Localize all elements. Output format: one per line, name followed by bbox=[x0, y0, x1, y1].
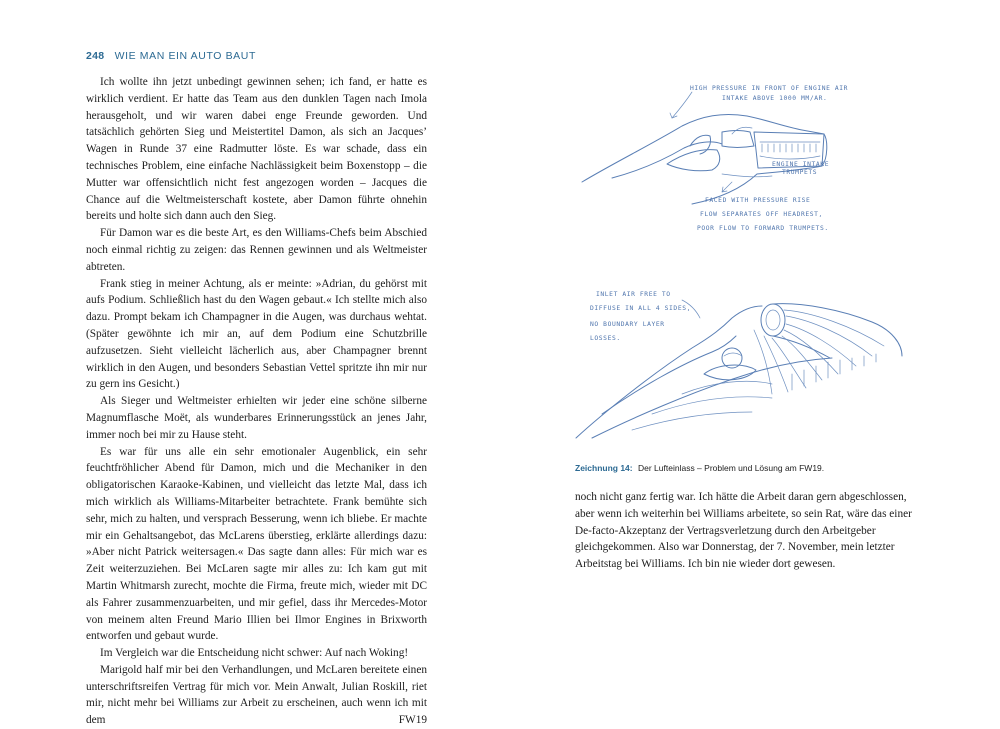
note: INLET AIR FREE TO bbox=[596, 291, 671, 298]
note: LOSSES. bbox=[590, 335, 621, 342]
sketch-solution bbox=[576, 291, 902, 438]
air-intake-sketch bbox=[572, 74, 914, 456]
running-header bbox=[86, 50, 256, 62]
note: TRUMPETS bbox=[782, 169, 818, 176]
note: DIFFUSE IN ALL 4 SIDES, bbox=[590, 305, 691, 312]
paragraph: noch nicht ganz fertig war. Ich hätte die Arbeit daran gern abgeschlossen, aber wenn ich weiterhin bei Williams arbeitete, so sein Rat, wäre das einer De-facto-Akzeptanz der Vertragsverletzung durch den Arbeitgeber gleichgekommen. Also war Donnerstag, der 7. November, mein letzter Arbeitstag bei Williams. Ich bin nie wieder dort gewesen. bbox=[575, 491, 912, 571]
right-text-column bbox=[575, 489, 915, 573]
paragraph: Im Vergleich war die Entscheidung nicht schwer: Auf nach Woking! bbox=[100, 647, 409, 660]
paragraph: Ich wollte ihn jetzt unbedingt gewinnen sehen; ich fand, er hatte es wirklich verdient. Er hatte das Team aus den dunklen Tagen nach Imola herausgeholt, und wir waren dabei enge Freunde geworden. Und tatsächlich gehörten Sieg und Meistertitel Damon, als sich an Jacques’ Wagen in Runde 37 eine Radmutter löste. Es war schade, dass ein technisches Problem, eine einfache Nachlässigkeit beim Boxenstopp – die Mutter war offensichtlich nicht fest angezogen worden – Jacques die Chance auf die Weltmeisterschaft kostete, aber Damon führte ohnehin bereits und holte sich dann auch den Sieg. bbox=[86, 76, 427, 223]
paragraph: Als Sieger und Weltmeister erhielten wir jeder eine schöne silberne Magnumflasche Moët, als wunderbares Erinnerungsstück an jenes Jahr, immer noch bei mir zu Hause steht. bbox=[86, 395, 427, 441]
note: FLOW SEPARATES OFF HEADREST, bbox=[700, 211, 823, 218]
paragraph: Für Damon war es die beste Art, es den Williams-Chefs beim Abschied noch einmal richtig zu zeigen: das Rennen gewinnen und als Weltmeister abtreten. bbox=[86, 227, 427, 273]
caption-text: Der Lufteinlass – Problem und Lösung am FW19. bbox=[638, 463, 825, 473]
note: POOR FLOW TO FORWARD TRUMPETS. bbox=[697, 225, 829, 232]
running-title: WIE MAN EIN AUTO BAUT bbox=[114, 50, 256, 62]
note: FACED WITH PRESSURE RISE bbox=[705, 197, 811, 204]
left-text-column bbox=[86, 74, 427, 729]
air-intake-sketch-figure bbox=[572, 74, 914, 456]
caption-label: Zeichnung 14: bbox=[575, 463, 633, 473]
paragraph: Marigold half mir bei den Verhandlungen, und McLaren bereitete einen unterschriftsreifen Vertrag für mich vor. Mein Anwalt, Julian Roskill, riet mir, nicht mehr bei Williams zur Arbeit zu erscheinen, auch wenn ich mit dem FW19 bbox=[86, 663, 427, 727]
note: HIGH PRESSURE IN FRONT OF ENGINE AIR bbox=[690, 85, 849, 92]
page-number: 248 bbox=[86, 50, 105, 62]
note: ENGINE INTAKE bbox=[772, 161, 830, 168]
figure-caption bbox=[575, 463, 915, 473]
note: NO BOUNDARY LAYER bbox=[590, 321, 665, 328]
sketch-problem bbox=[582, 85, 848, 232]
note: INTAKE ABOVE 1000 MM/AR. bbox=[722, 95, 828, 102]
paragraph: Es war für uns alle ein sehr emotionaler Augenblick, ein sehr feuchtfröhlicher Abend für Damon, mich und die Mechaniker in den obligatorischen Karaoke-Kabinen, und vielleicht das letzte Mal, dass ich mich wirklich als Williams-Mitarbeiter betrachtete. Frank bemühte sich sehr, mich zu halten, und versprach Besserung, wenn ich bliebe. Er machte mir ein Gehaltsangebot, das McLarens überstieg, erklärte allerdings dazu: »Aber nicht Patrick weitersagen.« Das sagte dann alles: Für mich war es Zeit weiterzuziehen. Bei McLaren sagte mir alles zu: Ich kam gut mit Martin Whitmarsh zurecht, mochte die Firma, freute mich, wieder mit DC als Fahrer zusammenzuarbeiten, und mir gefiel, dass ihr Mercedes-Motor von meinem alten Freund Mario Illien bei Ilmor Engines in Brixworth entworfen und gebaut wurde. bbox=[86, 445, 427, 643]
paragraph: Frank stieg in meiner Achtung, als er meinte: »Adrian, du gehörst mit aufs Podium. Schließlich hast du den Wagen gebaut.« Ich stellte mich also dazu. Prompt bekam ich Champagner in die Augen, was durchaus wehtat. (Später gewöhnte ich mir an, auf dem Podium eine Schutzbrille aufzusetzen. Sieht vielleicht lächerlich aus, aber Champagner brennt wirklich in den Augen, und besonders Sebastian Vettel spritzte ihn mir nur zu gern ins Gesicht.) bbox=[86, 277, 427, 391]
